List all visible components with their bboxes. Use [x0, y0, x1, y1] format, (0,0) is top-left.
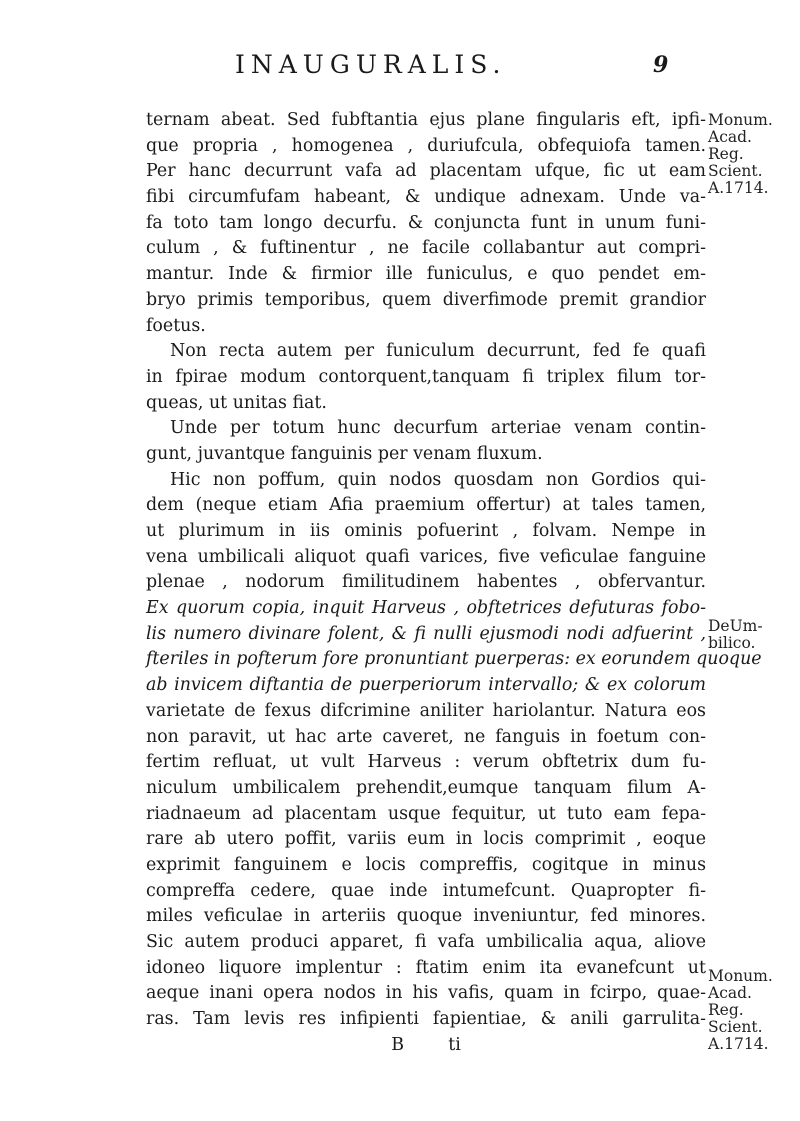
text-line: foetus. — [146, 315, 206, 336]
text-line: bryo primis temporibus, quem diverfimode premit grandior — [146, 289, 706, 310]
margin-line: Reg. — [708, 145, 744, 163]
margin-line: A.1714. — [708, 1035, 769, 1053]
margin-note-de-umbilico — [708, 618, 800, 652]
text-line: Per hanc decurrunt vafa ad placentam ufque, fic ut eam — [146, 161, 706, 182]
margin-line: Acad. — [708, 984, 752, 1002]
text-line-italic: fteriles in pofterum fore pronuntiant puerperas: ex eorundem quoque — [146, 649, 762, 670]
text-line: exprimit fanguinem e locis compreffis, cogitque in minus — [146, 854, 706, 875]
text-line-italic: ab invicem diftantia de puerperiorum intervallo; & ex colorum — [146, 675, 706, 696]
text-line: compreffa cedere, quae inde intumefcunt. Quapropter fi- — [146, 880, 706, 901]
margin-line: DeUm- — [708, 617, 763, 635]
text-line: Hic non poffum, quin nodos quosdam non Gordios qui- — [170, 469, 706, 490]
margin-line: Scient. — [708, 1018, 763, 1036]
margin-note-monum-1 — [708, 112, 800, 197]
text-line: rare ab utero poffit, variis eum in locis comprimit , eoque — [146, 829, 706, 850]
margin-note-monum-2 — [708, 968, 800, 1053]
text-line: ras. Tam levis res infipienti fapientiae, & anili garrulita- — [146, 1009, 706, 1030]
running-title: INAUGURALIS. — [235, 50, 507, 79]
page-header — [0, 50, 800, 94]
margin-line: A.1714. — [708, 179, 769, 197]
margin-line: Monum. — [708, 967, 773, 985]
text-line: varietate de fexus difcrimine aniliter hariolantur. Natura eos — [146, 700, 706, 721]
text-line: fa toto tam longo decurfu. & conjuncta funt in unum funi- — [146, 212, 706, 233]
text-line: aeque inani opera nodos in his vafis, quam in fcirpo, quae- — [146, 983, 706, 1004]
text-line: Unde per totum hunc decurfum arteriae venam contin- — [170, 418, 706, 439]
text-line: queas, ut unitas fiat. — [146, 392, 327, 413]
page-number: 9 — [653, 52, 669, 78]
text-line: Sic autem produci apparet, fi vafa umbilicalia aqua, aliove — [146, 932, 706, 952]
text-line: plenae , nodorum fimilitudinem habentes , obfervantur. — [146, 572, 706, 593]
margin-line: Reg. — [708, 1001, 744, 1019]
margin-line: Scient. — [708, 162, 763, 180]
text-line: riadnaeum ad placentam usque fequitur, ut tuto eam fepa- — [146, 803, 706, 824]
text-line-italic: Ex quorum copia, inquit Harveus , obftetrices defuturas fobo- — [146, 598, 706, 619]
text-line: gunt, juvantque fanguinis per venam fluxum. — [146, 443, 543, 464]
text-line: mantur. Inde & firmior ille funiculus, e quo pendet em- — [146, 264, 706, 285]
text-line-italic: lis numero divinare folent, & fi nulli ejusmodi nodi adfuerint , — [146, 623, 706, 644]
text-line: miles veficulae in arteriis quoque inveniuntur, fed minores. — [146, 906, 706, 927]
text-line: in fpirae modum contorquent,tanquam fi triplex filum tor- — [146, 366, 706, 387]
text-line: que propria , homogenea , duriufcula, obfequiofa tamen. — [146, 135, 706, 156]
margin-line: Acad. — [708, 128, 752, 146]
text-line: fertim refluat, ut vult Harveus : verum obftetrix dum fu- — [146, 752, 706, 773]
text-line: vena umbilicali aliquot quafi varices, five veficulae fanguine — [146, 546, 706, 567]
margin-line: bilico. — [708, 634, 756, 652]
text-line: ut plurimum in iis ominis pofuerint , folvam. Nempe in — [146, 521, 706, 541]
text-line: ternam abeat. Sed fubftantia ejus plane fingularis eft, ipfi- — [146, 110, 706, 130]
text-line: Non recta autem per funiculum decurrunt, fed fe quafi — [170, 341, 706, 362]
signature-catchword: B ti — [391, 1034, 461, 1055]
text-line: culum , & fuftinentur , ne facile collabantur aut compri- — [146, 238, 706, 259]
text-line: non paravit, ut hac arte caveret, ne fanguis in foetum con- — [146, 726, 706, 747]
text-line: fibi circumfufam habeant, & undique adnexam. Unde va- — [146, 187, 706, 208]
margin-line: Monum. — [708, 111, 773, 129]
text-line: dem (neque etiam Afia praemium offertur) at tales tamen, — [146, 495, 706, 516]
text-line: niculum umbilicalem prehendit,eumque tanquam filum A- — [146, 777, 706, 798]
text-line: idoneo liquore implentur : ftatim enim ita evanefcunt ut — [146, 957, 706, 978]
